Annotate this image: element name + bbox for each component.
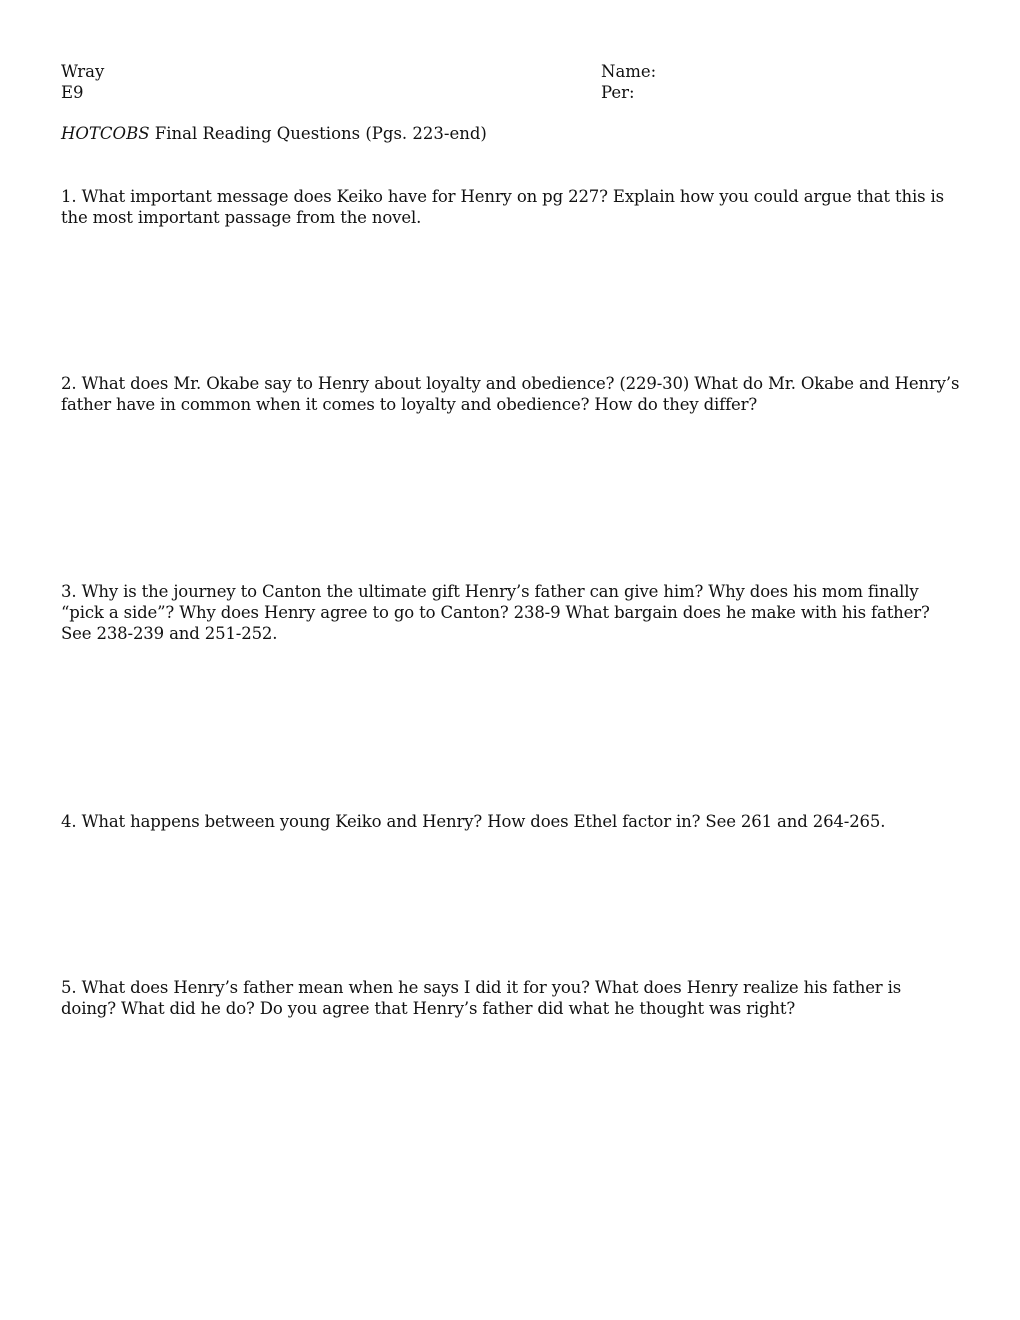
question-2 (61, 373, 961, 415)
question-4 (61, 811, 961, 832)
question-number: 1. (61, 187, 77, 206)
title-rest: Final Reading Questions (Pgs. 223-end) (149, 124, 487, 143)
course-code: E9 (61, 83, 84, 102)
name-label: Name: (601, 62, 657, 81)
question-number: 4. (61, 812, 77, 831)
question-1 (61, 186, 961, 228)
question-3 (61, 581, 961, 644)
period-label: Per: (601, 83, 635, 102)
teacher-name: Wray (61, 62, 105, 81)
book-title: HOTCOBS (61, 124, 150, 143)
question-number: 5. (61, 978, 77, 997)
question-text: What does Henry’s father mean when he says I did it for you? What does Henry realize his father is doing? What did he do? Do you agree that Henry’s father did what he thought was right? (61, 978, 902, 1018)
question-text: Why is the journey to Canton the ultimate gift Henry’s father can give him? Why does his mom finally “pick a side”? Why does Henry agree to go to Canton? 238-9 What bargain does he make with his father? See 238-239 and 251-252. (61, 582, 930, 643)
header-right (601, 61, 656, 103)
question-5 (61, 977, 961, 1019)
question-number: 3. (61, 582, 77, 601)
worksheet-title (61, 123, 487, 144)
header-left (61, 61, 104, 103)
question-text: What does Mr. Okabe say to Henry about loyalty and obedience? (229-30) What do Mr. Okabe and Henry’s father have in common when it comes to loyalty and obedience? How do they differ? (61, 374, 960, 414)
question-text: What important message does Keiko have for Henry on pg 227? Explain how you could argue that this is the most important passage from the novel. (61, 187, 944, 227)
question-number: 2. (61, 374, 77, 393)
question-text: What happens between young Keiko and Henry? How does Ethel factor in? See 261 and 264-265. (81, 812, 886, 831)
